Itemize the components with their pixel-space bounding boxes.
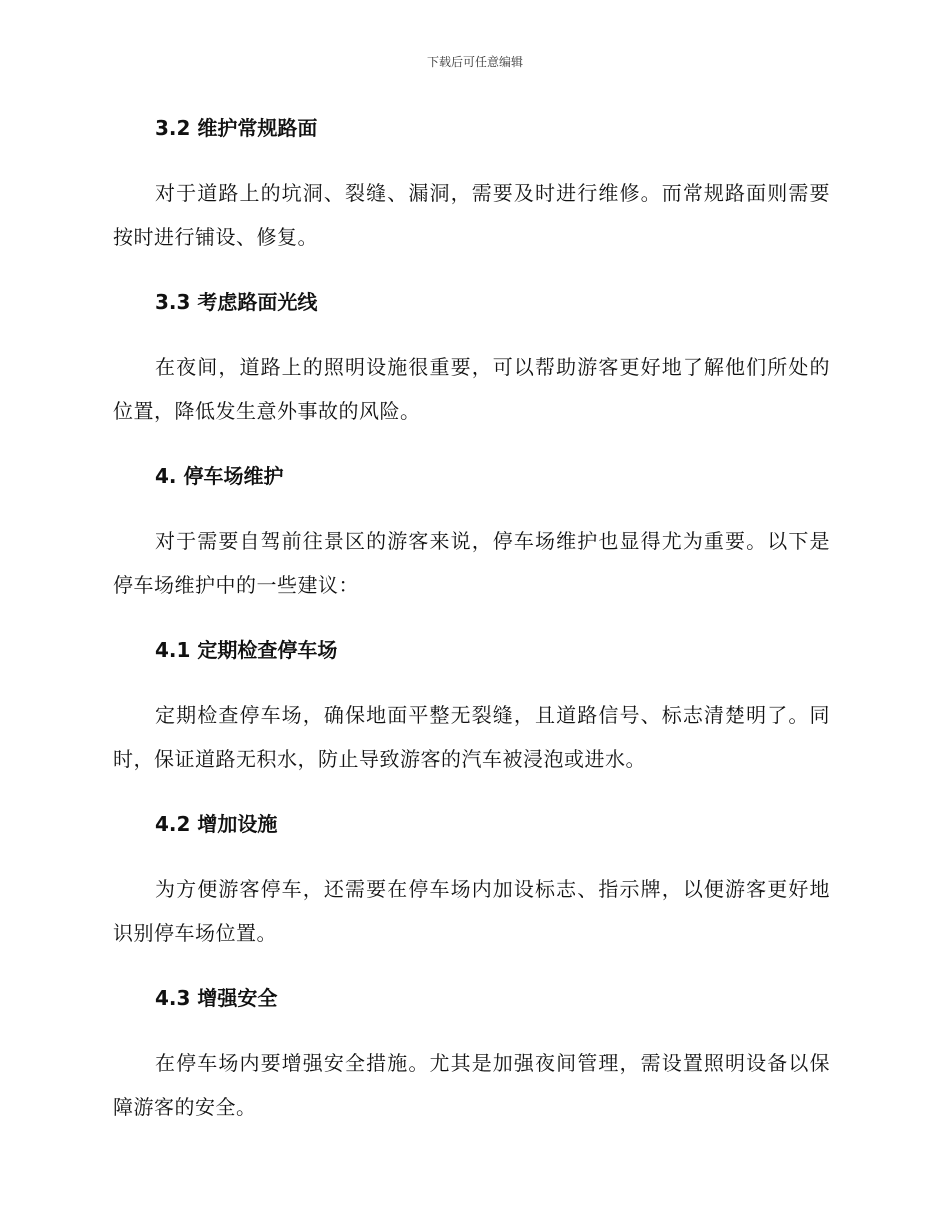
section-heading-4-1: 4.1 定期检查停车场 — [155, 638, 338, 662]
paragraph-4-2: 为方便游客停车，还需要在停车场内加设标志、指示牌，以便游客更好地识别停车场位置。 — [113, 877, 830, 945]
paragraph-4-3: 在停车场内要增强安全措施。尤其是加强夜间管理，需设置照明设备以保障游客的安全。 — [113, 1051, 830, 1119]
paragraph-4: 对于需要自驾前往景区的游客来说，停车场维护也显得尤为重要。以下是停车场维护中的一些建议： — [113, 529, 830, 597]
paragraph-3-2: 对于道路上的坑洞、裂缝、漏洞，需要及时进行维修。而常规路面则需要按时进行铺设、修复。 — [113, 181, 830, 249]
section-heading-3-2: 3.2 维护常规路面 — [155, 116, 318, 140]
paragraph-4-1: 定期检查停车场，确保地面平整无裂缝，且道路信号、标志清楚明了。同时，保证道路无积水，防止导致游客的汽车被浸泡或进水。 — [113, 703, 830, 771]
paragraph-3-3: 在夜间，道路上的照明设施很重要，可以帮助游客更好地了解他们所处的位置，降低发生意外事故的风险。 — [113, 355, 830, 423]
page-header: 下载后可任意编辑 — [426, 55, 523, 69]
section-heading-4: 4. 停车场维护 — [155, 464, 284, 488]
section-heading-4-3: 4.3 增强安全 — [155, 986, 278, 1010]
document-body — [113, 113, 830, 1157]
section-heading-4-2: 4.2 增加设施 — [155, 812, 278, 836]
section-heading-3-3: 3.3 考虑路面光线 — [155, 290, 318, 314]
